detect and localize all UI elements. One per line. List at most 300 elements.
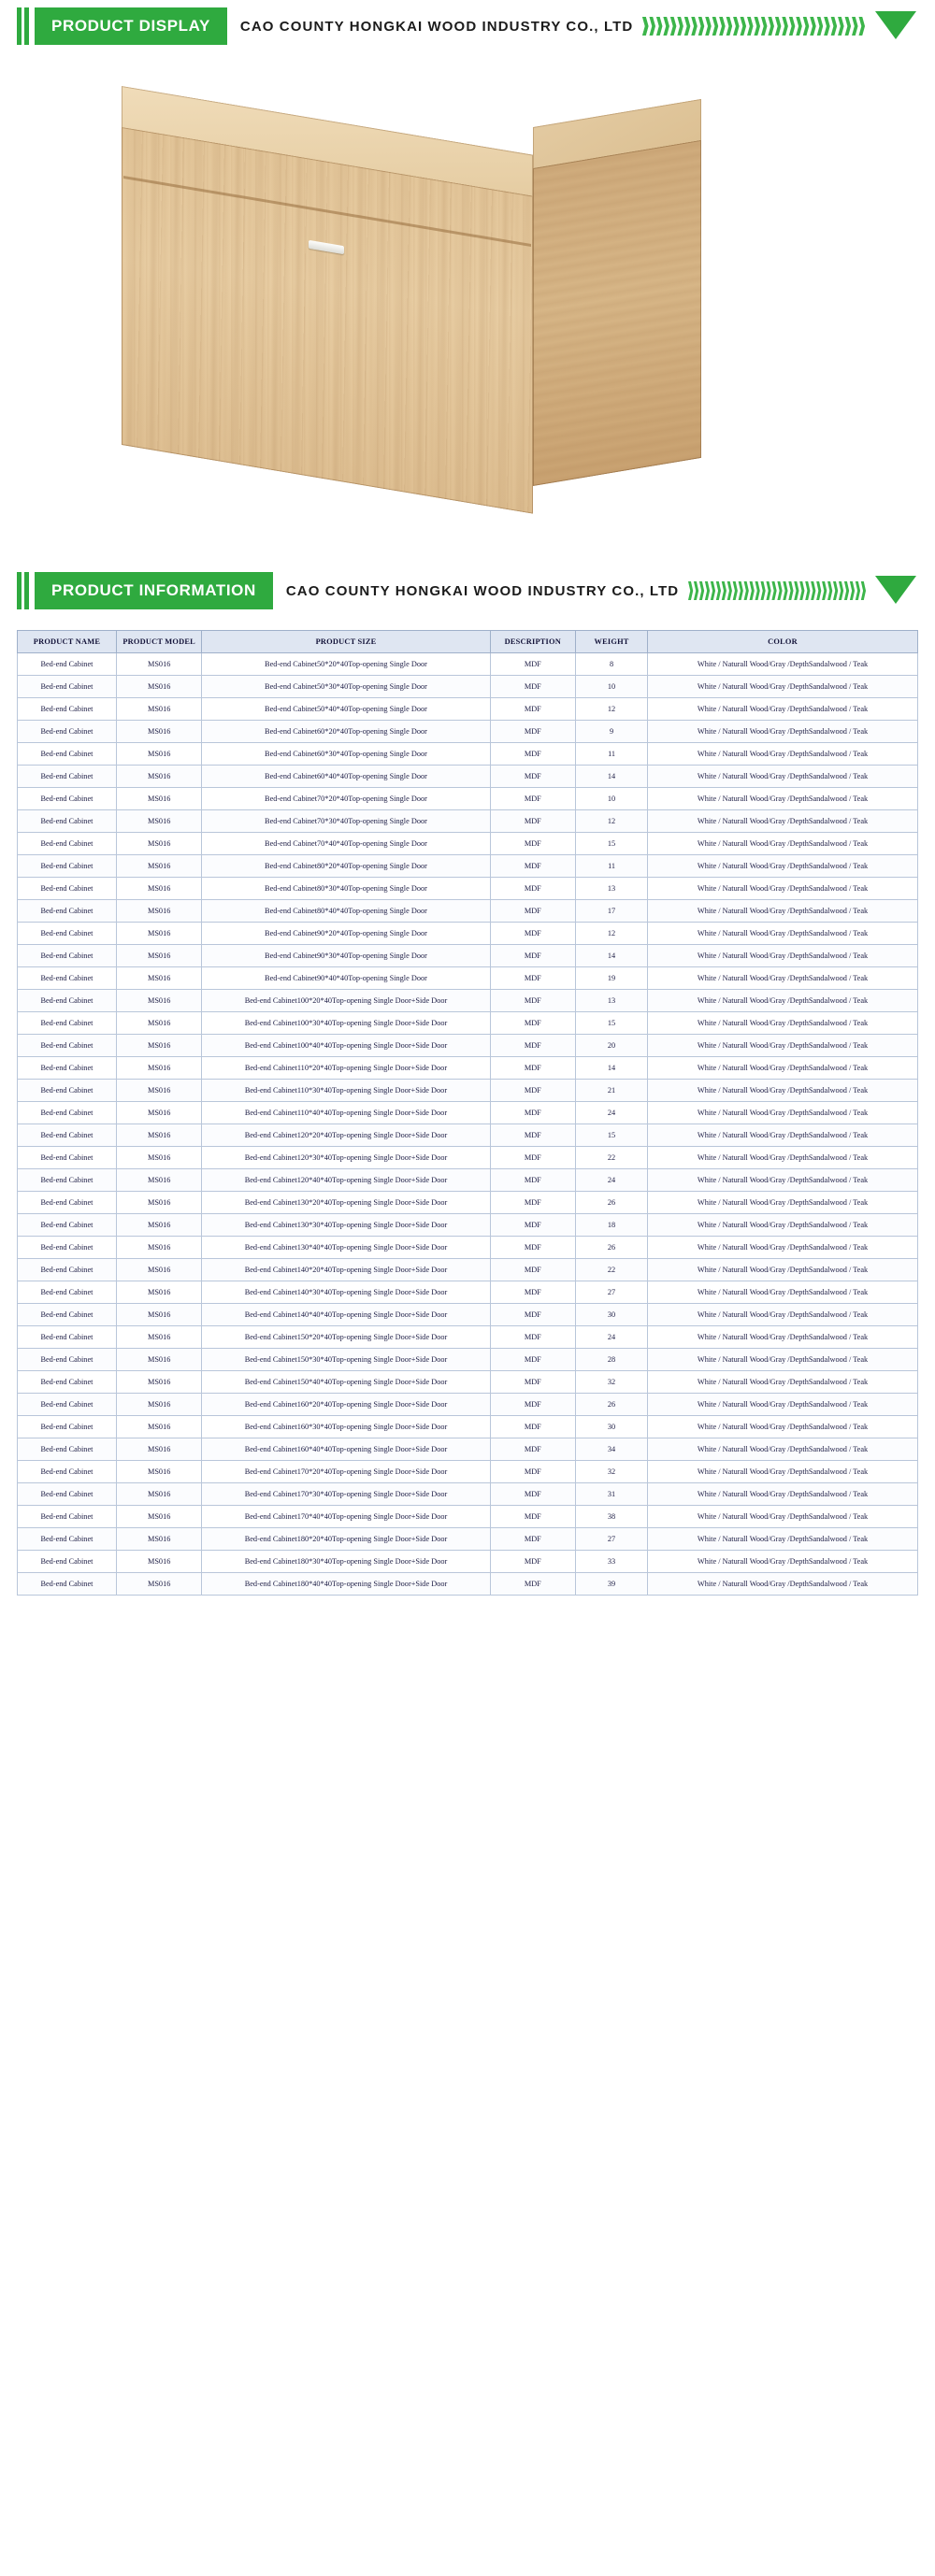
cell-product-size: Bed-end Cabinet140*20*40Top-opening Single Door+Side Door (202, 1259, 490, 1281)
cell-weight: 24 (576, 1169, 648, 1192)
product-display-banner (17, 0, 918, 52)
cell-product-size: Bed-end Cabinet160*20*40Top-opening Single Door+Side Door (202, 1394, 490, 1416)
cell-description: MDF (490, 900, 575, 923)
table-row (18, 878, 918, 900)
cell-product-name: Bed-end Cabinet (18, 1438, 117, 1461)
cell-product-model: MS016 (116, 653, 201, 676)
cell-product-model: MS016 (116, 1169, 201, 1192)
cell-product-size: Bed-end Cabinet50*40*40Top-opening Single Door (202, 698, 490, 721)
chevron-strip-icon (688, 580, 870, 601)
cell-product-size: Bed-end Cabinet60*30*40Top-opening Single Door (202, 743, 490, 766)
cell-color: White / Naturall Wood/Gray /DepthSandalwood / Teak (648, 653, 918, 676)
column-header-product-name: PRODUCT NAME (18, 631, 117, 653)
cell-product-model: MS016 (116, 1147, 201, 1169)
cell-product-model: MS016 (116, 1528, 201, 1551)
table-row (18, 1169, 918, 1192)
cell-color: White / Naturall Wood/Gray /DepthSandalwood / Teak (648, 676, 918, 698)
cell-product-size: Bed-end Cabinet90*30*40Top-opening Single Door (202, 945, 490, 967)
cell-product-size: Bed-end Cabinet140*40*40Top-opening Single Door+Side Door (202, 1304, 490, 1326)
cell-weight: 8 (576, 653, 648, 676)
cell-product-model: MS016 (116, 698, 201, 721)
cell-description: MDF (490, 1304, 575, 1326)
cell-description: MDF (490, 990, 575, 1012)
cell-product-name: Bed-end Cabinet (18, 1551, 117, 1573)
cell-product-name: Bed-end Cabinet (18, 1102, 117, 1124)
cell-description: MDF (490, 743, 575, 766)
table-row (18, 743, 918, 766)
cell-product-name: Bed-end Cabinet (18, 653, 117, 676)
table-row (18, 900, 918, 923)
cell-product-name: Bed-end Cabinet (18, 788, 117, 810)
cell-description: MDF (490, 653, 575, 676)
cell-product-name: Bed-end Cabinet (18, 766, 117, 788)
cell-color: White / Naturall Wood/Gray /DepthSandalwood / Teak (648, 1080, 918, 1102)
cell-product-model: MS016 (116, 1506, 201, 1528)
cell-product-size: Bed-end Cabinet70*40*40Top-opening Single Door (202, 833, 490, 855)
cell-description: MDF (490, 1394, 575, 1416)
cell-weight: 13 (576, 878, 648, 900)
table-row (18, 766, 918, 788)
column-header-color: COLOR (648, 631, 918, 653)
cell-description: MDF (490, 698, 575, 721)
cell-product-name: Bed-end Cabinet (18, 743, 117, 766)
cell-weight: 38 (576, 1506, 648, 1528)
cell-description: MDF (490, 1237, 575, 1259)
cell-product-model: MS016 (116, 766, 201, 788)
cell-product-name: Bed-end Cabinet (18, 1080, 117, 1102)
cell-weight: 26 (576, 1237, 648, 1259)
cell-weight: 27 (576, 1281, 648, 1304)
cell-weight: 15 (576, 1124, 648, 1147)
cell-product-size: Bed-end Cabinet100*20*40Top-opening Single Door+Side Door (202, 990, 490, 1012)
cell-product-model: MS016 (116, 1304, 201, 1326)
cell-weight: 24 (576, 1102, 648, 1124)
cell-product-name: Bed-end Cabinet (18, 1192, 117, 1214)
cell-color: White / Naturall Wood/Gray /DepthSandalwood / Teak (648, 1528, 918, 1551)
cell-product-model: MS016 (116, 855, 201, 878)
product-information-banner (17, 565, 918, 617)
cell-description: MDF (490, 721, 575, 743)
cell-product-model: MS016 (116, 1124, 201, 1147)
cell-product-size: Bed-end Cabinet70*20*40Top-opening Single Door (202, 788, 490, 810)
cell-product-size: Bed-end Cabinet130*40*40Top-opening Single Door+Side Door (202, 1237, 490, 1259)
cell-product-name: Bed-end Cabinet (18, 1371, 117, 1394)
cell-weight: 9 (576, 721, 648, 743)
cell-weight: 15 (576, 1012, 648, 1035)
table-row (18, 721, 918, 743)
cell-product-size: Bed-end Cabinet120*20*40Top-opening Single Door+Side Door (202, 1124, 490, 1147)
cell-product-name: Bed-end Cabinet (18, 1394, 117, 1416)
cell-color: White / Naturall Wood/Gray /DepthSandalwood / Teak (648, 1461, 918, 1483)
column-header-description: DESCRIPTION (490, 631, 575, 653)
table-row (18, 1506, 918, 1528)
cell-description: MDF (490, 1483, 575, 1506)
cell-color: White / Naturall Wood/Gray /DepthSandalwood / Teak (648, 1124, 918, 1147)
cell-weight: 13 (576, 990, 648, 1012)
table-row (18, 1461, 918, 1483)
cell-weight: 31 (576, 1483, 648, 1506)
cell-description: MDF (490, 1528, 575, 1551)
cell-weight: 26 (576, 1394, 648, 1416)
cell-product-name: Bed-end Cabinet (18, 721, 117, 743)
product-specification-table-wrap (17, 630, 918, 1596)
cell-color: White / Naturall Wood/Gray /DepthSandalwood / Teak (648, 1281, 918, 1304)
cell-color: White / Naturall Wood/Gray /DepthSandalwood / Teak (648, 1394, 918, 1416)
cell-product-model: MS016 (116, 1012, 201, 1035)
cell-product-size: Bed-end Cabinet180*40*40Top-opening Single Door+Side Door (202, 1573, 490, 1596)
cell-product-name: Bed-end Cabinet (18, 1506, 117, 1528)
cell-weight: 14 (576, 945, 648, 967)
cell-product-size: Bed-end Cabinet180*30*40Top-opening Single Door+Side Door (202, 1551, 490, 1573)
cell-weight: 10 (576, 676, 648, 698)
cell-product-name: Bed-end Cabinet (18, 1573, 117, 1596)
cell-product-model: MS016 (116, 1080, 201, 1102)
cell-description: MDF (490, 1012, 575, 1035)
cell-description: MDF (490, 1214, 575, 1237)
cell-color: White / Naturall Wood/Gray /DepthSandalwood / Teak (648, 788, 918, 810)
cell-product-size: Bed-end Cabinet130*30*40Top-opening Single Door+Side Door (202, 1214, 490, 1237)
cell-description: MDF (490, 1124, 575, 1147)
table-head (18, 631, 918, 653)
cell-product-name: Bed-end Cabinet (18, 1147, 117, 1169)
column-header-weight: WEIGHT (576, 631, 648, 653)
cell-product-model: MS016 (116, 1281, 201, 1304)
cell-product-size: Bed-end Cabinet110*20*40Top-opening Single Door+Side Door (202, 1057, 490, 1080)
cell-product-model: MS016 (116, 1416, 201, 1438)
cell-color: White / Naturall Wood/Gray /DepthSandalwood / Teak (648, 721, 918, 743)
cell-product-name: Bed-end Cabinet (18, 1528, 117, 1551)
cell-color: White / Naturall Wood/Gray /DepthSandalwood / Teak (648, 1416, 918, 1438)
cell-color: White / Naturall Wood/Gray /DepthSandalwood / Teak (648, 1506, 918, 1528)
cell-product-name: Bed-end Cabinet (18, 878, 117, 900)
cell-description: MDF (490, 833, 575, 855)
table-row (18, 855, 918, 878)
cell-description: MDF (490, 1506, 575, 1528)
cell-color: White / Naturall Wood/Gray /DepthSandalwood / Teak (648, 923, 918, 945)
cell-product-model: MS016 (116, 833, 201, 855)
table-row (18, 1057, 918, 1080)
cell-color: White / Naturall Wood/Gray /DepthSandalwood / Teak (648, 698, 918, 721)
cell-description: MDF (490, 788, 575, 810)
cell-product-name: Bed-end Cabinet (18, 698, 117, 721)
cell-weight: 33 (576, 1551, 648, 1573)
cell-weight: 26 (576, 1192, 648, 1214)
product-image-stage (0, 69, 935, 555)
cell-color: White / Naturall Wood/Gray /DepthSandalwood / Teak (648, 1057, 918, 1080)
cell-weight: 28 (576, 1349, 648, 1371)
table-row (18, 1551, 918, 1573)
cell-product-name: Bed-end Cabinet (18, 855, 117, 878)
cell-product-size: Bed-end Cabinet50*30*40Top-opening Single Door (202, 676, 490, 698)
cell-product-size: Bed-end Cabinet50*20*40Top-opening Single Door (202, 653, 490, 676)
cell-product-name: Bed-end Cabinet (18, 1349, 117, 1371)
table-row (18, 1528, 918, 1551)
cell-product-model: MS016 (116, 900, 201, 923)
cell-description: MDF (490, 1102, 575, 1124)
cell-weight: 18 (576, 1214, 648, 1237)
product-photo-bed-end-cabinet (122, 86, 720, 479)
cell-description: MDF (490, 1461, 575, 1483)
cell-product-name: Bed-end Cabinet (18, 676, 117, 698)
table-row (18, 1259, 918, 1281)
cell-product-size: Bed-end Cabinet120*30*40Top-opening Single Door+Side Door (202, 1147, 490, 1169)
cell-product-name: Bed-end Cabinet (18, 923, 117, 945)
cell-description: MDF (490, 1080, 575, 1102)
cell-description: MDF (490, 923, 575, 945)
cell-product-size: Bed-end Cabinet90*40*40Top-opening Single Door (202, 967, 490, 990)
cell-weight: 14 (576, 766, 648, 788)
cell-color: White / Naturall Wood/Gray /DepthSandalwood / Teak (648, 1012, 918, 1035)
cell-weight: 14 (576, 1057, 648, 1080)
cell-color: White / Naturall Wood/Gray /DepthSandalwood / Teak (648, 1573, 918, 1596)
cell-product-size: Bed-end Cabinet60*40*40Top-opening Single Door (202, 766, 490, 788)
cell-product-name: Bed-end Cabinet (18, 1237, 117, 1259)
table-row (18, 1326, 918, 1349)
cell-weight: 34 (576, 1438, 648, 1461)
cell-product-size: Bed-end Cabinet80*20*40Top-opening Single Door (202, 855, 490, 878)
cell-weight: 30 (576, 1416, 648, 1438)
table-row (18, 923, 918, 945)
table-row (18, 1371, 918, 1394)
table-row (18, 1438, 918, 1461)
cell-color: White / Naturall Wood/Gray /DepthSandalwood / Teak (648, 1147, 918, 1169)
cell-weight: 30 (576, 1304, 648, 1326)
cell-color: White / Naturall Wood/Gray /DepthSandalwood / Teak (648, 766, 918, 788)
cell-product-name: Bed-end Cabinet (18, 1057, 117, 1080)
cell-product-size: Bed-end Cabinet150*40*40Top-opening Single Door+Side Door (202, 1371, 490, 1394)
cell-color: White / Naturall Wood/Gray /DepthSandalwood / Teak (648, 1169, 918, 1192)
cell-product-name: Bed-end Cabinet (18, 1304, 117, 1326)
cell-color: White / Naturall Wood/Gray /DepthSandalwood / Teak (648, 1438, 918, 1461)
cell-product-model: MS016 (116, 788, 201, 810)
cell-product-name: Bed-end Cabinet (18, 1169, 117, 1192)
cell-weight: 12 (576, 810, 648, 833)
cell-product-size: Bed-end Cabinet60*20*40Top-opening Single Door (202, 721, 490, 743)
cell-weight: 17 (576, 900, 648, 923)
cell-weight: 11 (576, 743, 648, 766)
cell-product-size: Bed-end Cabinet120*40*40Top-opening Single Door+Side Door (202, 1169, 490, 1192)
cell-color: White / Naturall Wood/Gray /DepthSandalwood / Teak (648, 878, 918, 900)
cell-description: MDF (490, 1147, 575, 1169)
cell-product-name: Bed-end Cabinet (18, 945, 117, 967)
table-row (18, 1012, 918, 1035)
cell-color: White / Naturall Wood/Gray /DepthSandalwood / Teak (648, 1551, 918, 1573)
cell-description: MDF (490, 1371, 575, 1394)
cell-product-size: Bed-end Cabinet160*30*40Top-opening Single Door+Side Door (202, 1416, 490, 1438)
cell-weight: 27 (576, 1528, 648, 1551)
triangle-marker-icon (875, 576, 916, 604)
cell-product-size: Bed-end Cabinet150*30*40Top-opening Single Door+Side Door (202, 1349, 490, 1371)
cell-color: White / Naturall Wood/Gray /DepthSandalwood / Teak (648, 1349, 918, 1371)
cell-product-size: Bed-end Cabinet170*30*40Top-opening Single Door+Side Door (202, 1483, 490, 1506)
chevron-strip-icon (642, 16, 870, 36)
table-row (18, 1416, 918, 1438)
cell-product-model: MS016 (116, 1214, 201, 1237)
cell-product-model: MS016 (116, 721, 201, 743)
company-name-display: CAO COUNTY HONGKAI WOOD INDUSTRY CO., LTD (239, 18, 634, 35)
table-row (18, 1080, 918, 1102)
cell-product-model: MS016 (116, 1394, 201, 1416)
cell-description: MDF (490, 1057, 575, 1080)
table-row (18, 990, 918, 1012)
cell-weight: 12 (576, 698, 648, 721)
cell-product-model: MS016 (116, 1259, 201, 1281)
cell-color: White / Naturall Wood/Gray /DepthSandalwood / Teak (648, 1483, 918, 1506)
cell-product-name: Bed-end Cabinet (18, 967, 117, 990)
cell-description: MDF (490, 1551, 575, 1573)
cell-description: MDF (490, 1349, 575, 1371)
cell-description: MDF (490, 1573, 575, 1596)
cell-color: White / Naturall Wood/Gray /DepthSandalwood / Teak (648, 900, 918, 923)
table-row (18, 1573, 918, 1596)
cell-product-model: MS016 (116, 1438, 201, 1461)
cell-product-name: Bed-end Cabinet (18, 1281, 117, 1304)
cell-product-name: Bed-end Cabinet (18, 1124, 117, 1147)
cell-description: MDF (490, 1326, 575, 1349)
cell-weight: 32 (576, 1461, 648, 1483)
cell-product-model: MS016 (116, 1483, 201, 1506)
table-row (18, 945, 918, 967)
cell-product-model: MS016 (116, 878, 201, 900)
cell-product-name: Bed-end Cabinet (18, 1012, 117, 1035)
cell-product-size: Bed-end Cabinet150*20*40Top-opening Single Door+Side Door (202, 1326, 490, 1349)
cell-description: MDF (490, 1259, 575, 1281)
table-row (18, 1147, 918, 1169)
cell-color: White / Naturall Wood/Gray /DepthSandalwood / Teak (648, 1192, 918, 1214)
table-row (18, 698, 918, 721)
cell-weight: 15 (576, 833, 648, 855)
table-row (18, 1214, 918, 1237)
table-row (18, 810, 918, 833)
cell-product-size: Bed-end Cabinet180*20*40Top-opening Single Door+Side Door (202, 1528, 490, 1551)
cell-product-model: MS016 (116, 1551, 201, 1573)
banner-accent-bars (17, 7, 29, 45)
cell-product-model: MS016 (116, 967, 201, 990)
cell-product-model: MS016 (116, 1057, 201, 1080)
table-row (18, 1349, 918, 1371)
table-row (18, 833, 918, 855)
cell-weight: 12 (576, 923, 648, 945)
table-row (18, 788, 918, 810)
cabinet-side-face (533, 140, 701, 486)
cell-product-name: Bed-end Cabinet (18, 1035, 117, 1057)
cell-description: MDF (490, 1416, 575, 1438)
cell-product-name: Bed-end Cabinet (18, 1461, 117, 1483)
cell-product-name: Bed-end Cabinet (18, 1416, 117, 1438)
table-row (18, 967, 918, 990)
cell-weight: 24 (576, 1326, 648, 1349)
table-row (18, 1035, 918, 1057)
cell-color: White / Naturall Wood/Gray /DepthSandalwood / Teak (648, 1035, 918, 1057)
table-row (18, 676, 918, 698)
cell-weight: 20 (576, 1035, 648, 1057)
cell-product-model: MS016 (116, 1102, 201, 1124)
cell-product-size: Bed-end Cabinet110*40*40Top-opening Single Door+Side Door (202, 1102, 490, 1124)
cell-weight: 22 (576, 1259, 648, 1281)
cell-color: White / Naturall Wood/Gray /DepthSandalwood / Teak (648, 1237, 918, 1259)
cell-product-model: MS016 (116, 990, 201, 1012)
cell-color: White / Naturall Wood/Gray /DepthSandalwood / Teak (648, 810, 918, 833)
cell-product-model: MS016 (116, 1371, 201, 1394)
triangle-marker-icon (875, 11, 916, 39)
cell-product-model: MS016 (116, 1326, 201, 1349)
cell-description: MDF (490, 967, 575, 990)
cell-product-name: Bed-end Cabinet (18, 810, 117, 833)
cell-product-model: MS016 (116, 923, 201, 945)
cell-color: White / Naturall Wood/Gray /DepthSandalwood / Teak (648, 1214, 918, 1237)
cell-description: MDF (490, 1438, 575, 1461)
cell-product-size: Bed-end Cabinet130*20*40Top-opening Single Door+Side Door (202, 1192, 490, 1214)
cell-product-model: MS016 (116, 1573, 201, 1596)
table-row (18, 1102, 918, 1124)
cell-product-model: MS016 (116, 945, 201, 967)
cell-description: MDF (490, 1169, 575, 1192)
cell-description: MDF (490, 1035, 575, 1057)
cell-weight: 19 (576, 967, 648, 990)
cell-product-model: MS016 (116, 1349, 201, 1371)
section-title-display: PRODUCT DISPLAY (35, 7, 227, 45)
cell-product-size: Bed-end Cabinet70*30*40Top-opening Single Door (202, 810, 490, 833)
cell-description: MDF (490, 676, 575, 698)
table-row (18, 1483, 918, 1506)
table-row (18, 1124, 918, 1147)
table-row (18, 1237, 918, 1259)
cell-color: White / Naturall Wood/Gray /DepthSandalwood / Teak (648, 1371, 918, 1394)
table-body (18, 653, 918, 1596)
cell-color: White / Naturall Wood/Gray /DepthSandalwood / Teak (648, 990, 918, 1012)
cell-weight: 22 (576, 1147, 648, 1169)
cell-description: MDF (490, 810, 575, 833)
cell-product-size: Bed-end Cabinet170*40*40Top-opening Single Door+Side Door (202, 1506, 490, 1528)
cell-product-model: MS016 (116, 810, 201, 833)
column-header-product-model: PRODUCT MODEL (116, 631, 201, 653)
table-row (18, 653, 918, 676)
cell-product-name: Bed-end Cabinet (18, 1214, 117, 1237)
cell-description: MDF (490, 878, 575, 900)
cell-description: MDF (490, 855, 575, 878)
cell-product-name: Bed-end Cabinet (18, 833, 117, 855)
table-header-row (18, 631, 918, 653)
cell-product-model: MS016 (116, 1192, 201, 1214)
cell-weight: 10 (576, 788, 648, 810)
cell-product-model: MS016 (116, 676, 201, 698)
cell-product-model: MS016 (116, 1035, 201, 1057)
cell-weight: 11 (576, 855, 648, 878)
cell-color: White / Naturall Wood/Gray /DepthSandalwood / Teak (648, 1326, 918, 1349)
cell-weight: 21 (576, 1080, 648, 1102)
banner-accent-bars (17, 572, 29, 609)
section-title-information: PRODUCT INFORMATION (35, 572, 273, 609)
cell-description: MDF (490, 1281, 575, 1304)
cell-color: White / Naturall Wood/Gray /DepthSandalwood / Teak (648, 967, 918, 990)
cell-color: White / Naturall Wood/Gray /DepthSandalwood / Teak (648, 1259, 918, 1281)
cell-color: White / Naturall Wood/Gray /DepthSandalwood / Teak (648, 945, 918, 967)
cell-product-size: Bed-end Cabinet80*40*40Top-opening Single Door (202, 900, 490, 923)
cell-weight: 39 (576, 1573, 648, 1596)
cell-product-model: MS016 (116, 1237, 201, 1259)
cell-color: White / Naturall Wood/Gray /DepthSandalwood / Teak (648, 855, 918, 878)
cell-product-model: MS016 (116, 743, 201, 766)
cell-product-name: Bed-end Cabinet (18, 990, 117, 1012)
cell-product-name: Bed-end Cabinet (18, 1483, 117, 1506)
cell-description: MDF (490, 945, 575, 967)
cell-description: MDF (490, 1192, 575, 1214)
cell-color: White / Naturall Wood/Gray /DepthSandalwood / Teak (648, 743, 918, 766)
company-name-information: CAO COUNTY HONGKAI WOOD INDUSTRY CO., LTD (285, 582, 680, 599)
cell-color: White / Naturall Wood/Gray /DepthSandalwood / Teak (648, 833, 918, 855)
table-row (18, 1394, 918, 1416)
cell-product-size: Bed-end Cabinet90*20*40Top-opening Single Door (202, 923, 490, 945)
